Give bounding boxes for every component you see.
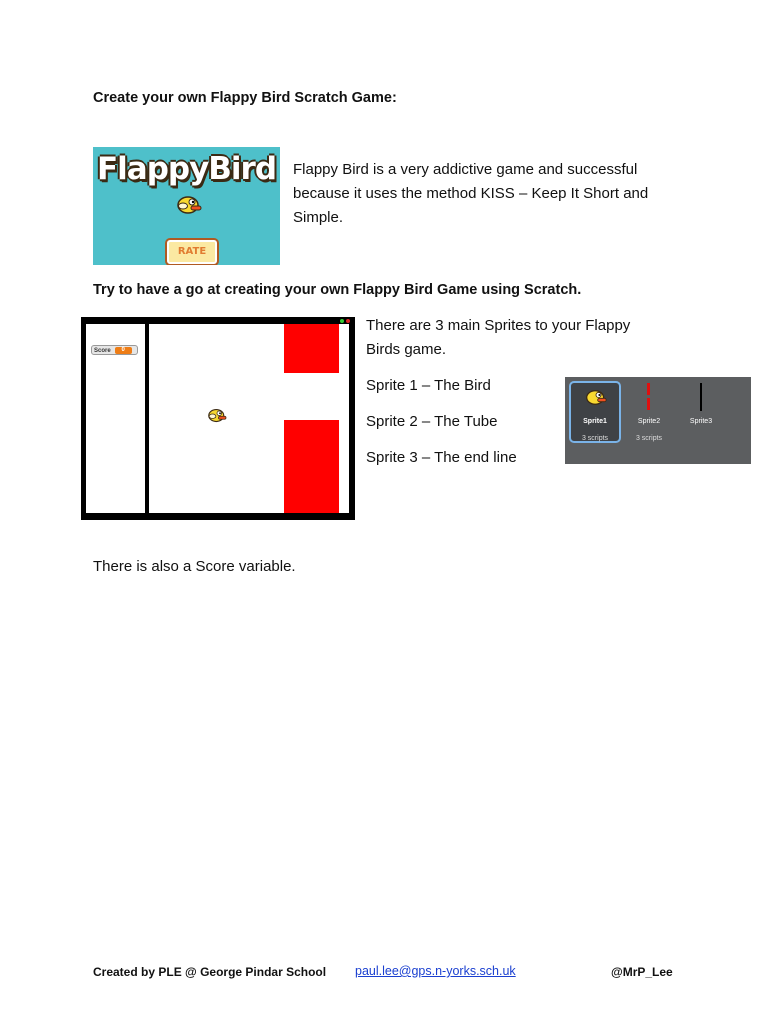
sprite-scripts-count: 3 scripts [581,435,609,442]
stage-canvas [149,324,349,513]
sprite-tile [675,381,727,443]
scratch-stage-image [81,317,355,520]
tube-thumbnail-bottom [647,398,650,410]
bird-thumbnail-icon [585,389,607,406]
sprite3-item: Sprite 3 – The end line [366,449,517,466]
stop-icon [346,319,350,323]
tube-thumbnail-top [647,383,650,395]
section-heading: Try to have a go at creating your own Flappy Bird Game using Scratch. [93,282,582,298]
sprites-line: There are 3 main Sprites to your Flappy [366,317,631,334]
footer-twitter-handle: @MrP_Lee [611,965,673,979]
sprite-name: Sprite1 [583,418,607,425]
sprite-name: Sprite3 [689,418,713,425]
sprite-tile [569,381,621,443]
bird-icon [176,195,202,215]
sprite-tile [623,381,675,443]
score-value: 0 [115,347,132,354]
green-flag-icon [340,319,344,323]
footer-email-link[interactable]: paul.lee@gps.n-yorks.sch.uk [355,964,516,978]
bird-sprite-icon [207,408,227,423]
sprite-pane-image [565,377,751,464]
score-monitor [91,345,138,355]
page-title: Create your own Flappy Bird Scratch Game: [93,90,397,106]
sprites-line: Birds game. [366,341,447,358]
intro-line: Simple. [293,209,344,226]
footer-credit: Created by PLE @ George Pindar School [93,965,327,979]
sprite-scripts-count: 3 scripts [635,435,663,442]
sprite-name: Sprite2 [637,418,661,425]
intro-line: because it uses the method KISS – Keep It Short and [293,185,649,202]
score-note: There is also a Score variable. [93,558,296,575]
end-line-thumbnail [700,383,702,411]
sprites-description [366,314,630,362]
flappy-bird-logo: FlappyBird [96,151,277,187]
sprite2-item: Sprite 2 – The Tube [366,413,498,430]
intro-line: Flappy Bird is a very addictive game and successful [293,161,638,178]
intro-paragraph [293,158,648,230]
stage-side-panel [86,324,145,513]
bottom-tube [284,420,339,513]
top-tube [284,324,339,373]
flappy-bird-banner-image [93,147,280,265]
sprite1-item: Sprite 1 – The Bird [366,377,491,394]
rate-button: RATE [167,240,217,264]
score-label: Score [94,348,111,354]
